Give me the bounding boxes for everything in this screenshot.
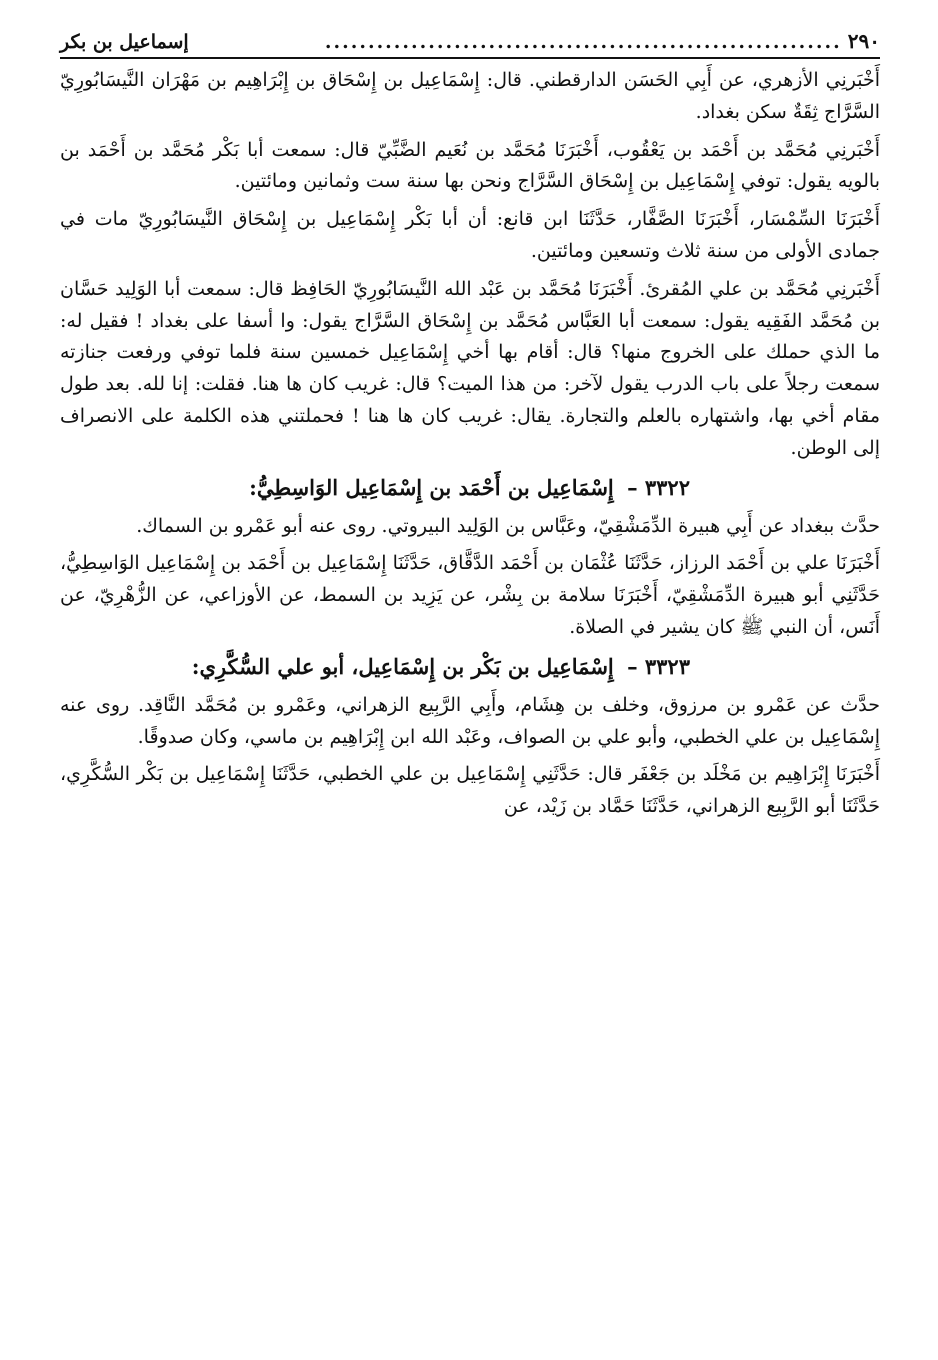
- book-page: [60, 28, 880, 829]
- paragraph-5: حدَّث ببغداد عن أَبِي هبيرة الدِّمَشْقِيّ، وعَبَّاس بن الوَلِيد البيروتي. روى عنه أبو عَمْرو بن السماك.: [136, 514, 880, 537]
- page-number: ٢٩٠: [847, 29, 880, 53]
- entry-heading-3323: [60, 650, 880, 684]
- entry-heading-text: إِسْمَاعِيل بن أَحْمَد بن إِسْمَاعِيل الوَاسِطِيُّ:: [249, 474, 614, 500]
- paragraph-6: أَخْبَرَنَا علي بن أَحْمَد الرزاز، حَدَّثَنَا عُثْمَان بن أَحْمَد الدَّقَّاق، حَدَّثَنَا إِسْمَاعِيل بن أَحْمَد بن إِسْمَاعِيل الوَاسِطِيُّ، حَدَّثَنِي أبو هبيرة الدِّمَشْقِيّ، أَخْبَرَنَا سلامة بن بِشْر، عن يَزِيد بن السمط، عن الأوزاعي، عن الزُّهْرِيّ، عن أَنَس، أن النبي ﷺ كان يشير في الصلاة.: [60, 552, 880, 638]
- paragraph-2: أَخْبَرنِي مُحَمَّد بن أَحْمَد بن يَعْقُوب، أَخْبَرَنَا مُحَمَّد بن نُعَيم الضَّبِّيّ قال: سمعت أبا بَكْر مُحَمَّد بن أَحْمَد بن بالويه يقول: توفي إِسْمَاعِيل بن إِسْحَاق السَّرَّاج ونحن بها سنة ست وثمانين ومائتين.: [60, 138, 880, 193]
- header-leader-dots: ............................................................: [324, 31, 842, 53]
- paragraph-7: حدَّث عن عَمْرو بن مرزوق، وخلف بن هِشَام، وأَبِي الرَّبِيع الزهراني، وعَمْرو بن مُحَمَّد النَّاقِد. روى عنه إِسْمَاعِيل بن علي الخطبي، وأبو علي بن الصواف، وعَبْد الله ابن إِبْرَاهِيم بن ماسي، وكان صدوقًا.: [60, 693, 880, 748]
- entry-heading-text: إِسْمَاعِيل بن بَكْر بن إِسْمَاعِيل، أبو علي السُّكَّرِي:: [191, 653, 614, 679]
- paragraph-4: أَخْبَرنِي مُحَمَّد بن علي المُقرئ. أَخْبَرَنَا مُحَمَّد بن عَبْد الله النَّيسَابُورِيّ الحَافِظ قال: سمعت أبا الوَلِيد حَسَّان بن مُحَمَّد الفَقِيه يقول: سمعت أبا العَبَّاس مُحَمَّد بن إِسْحَاق السَّرَّاج يقول: وا أسفا على بغداد ! فقيل له: ما الذي حملك على الخروج منها؟ قال: أقام بها أخي إِسْمَاعِيل خمسين سنة فلما توفي ورفعت جنازته سمعت رجلاً على باب الدرب يقول لآخر: من هذا الميت؟ قال: غريب كان ها هنا. فقلت: إنا لله. بعد طول مقام أخي بها، واشتهاره بالعلم والتجارة. يقال: غريب كان ها هنا ! فحملتني هذه الكلمة على الانصراف إلى الوطن.: [60, 277, 880, 459]
- paragraph-8: أَخْبَرَنَا إِبْرَاهِيم بن مَخْلَد بن جَعْفَر قال: حَدَّثَنِي إِسْمَاعِيل بن علي الخطبي، حَدَّثَنَا إِسْمَاعِيل بن بَكْر السُّكَّرِي، حَدَّثَنَا أبو الرَّبِيع الزهراني، حَدَّثَنَا حَمَّاد بن زَيْد، عن: [60, 763, 880, 818]
- entry-number: ٣٣٢٣ –: [627, 653, 690, 679]
- running-header: [60, 28, 880, 59]
- paragraph-1: أَخْبَرنِي الأزهري، عن أَبِي الحَسَن الدارقطني. قال: إِسْمَاعِيل بن إِسْحَاق بن إِبْرَاهِيم بن مَهْرَان النَّيسَابُورِيّ السَّرَّاج ثِقَةٌ سكن بغداد.: [60, 69, 880, 123]
- entry-number: ٣٣٢٢ –: [627, 474, 690, 500]
- entry-heading-3322: [60, 471, 880, 505]
- paragraph-3: أَخْبَرَنَا السِّمْسَار، أَخْبَرَنَا الصَّفَّار، حَدَّثَنَا ابن قانع: أن أبا بَكْر إِسْمَاعِيل بن إِسْحَاق النَّيسَابُورِيّ مات في جمادى الأولى من سنة ثلاث وتسعين ومائتين.: [60, 208, 880, 262]
- running-header-title: إسماعيل بن بكر: [60, 31, 189, 53]
